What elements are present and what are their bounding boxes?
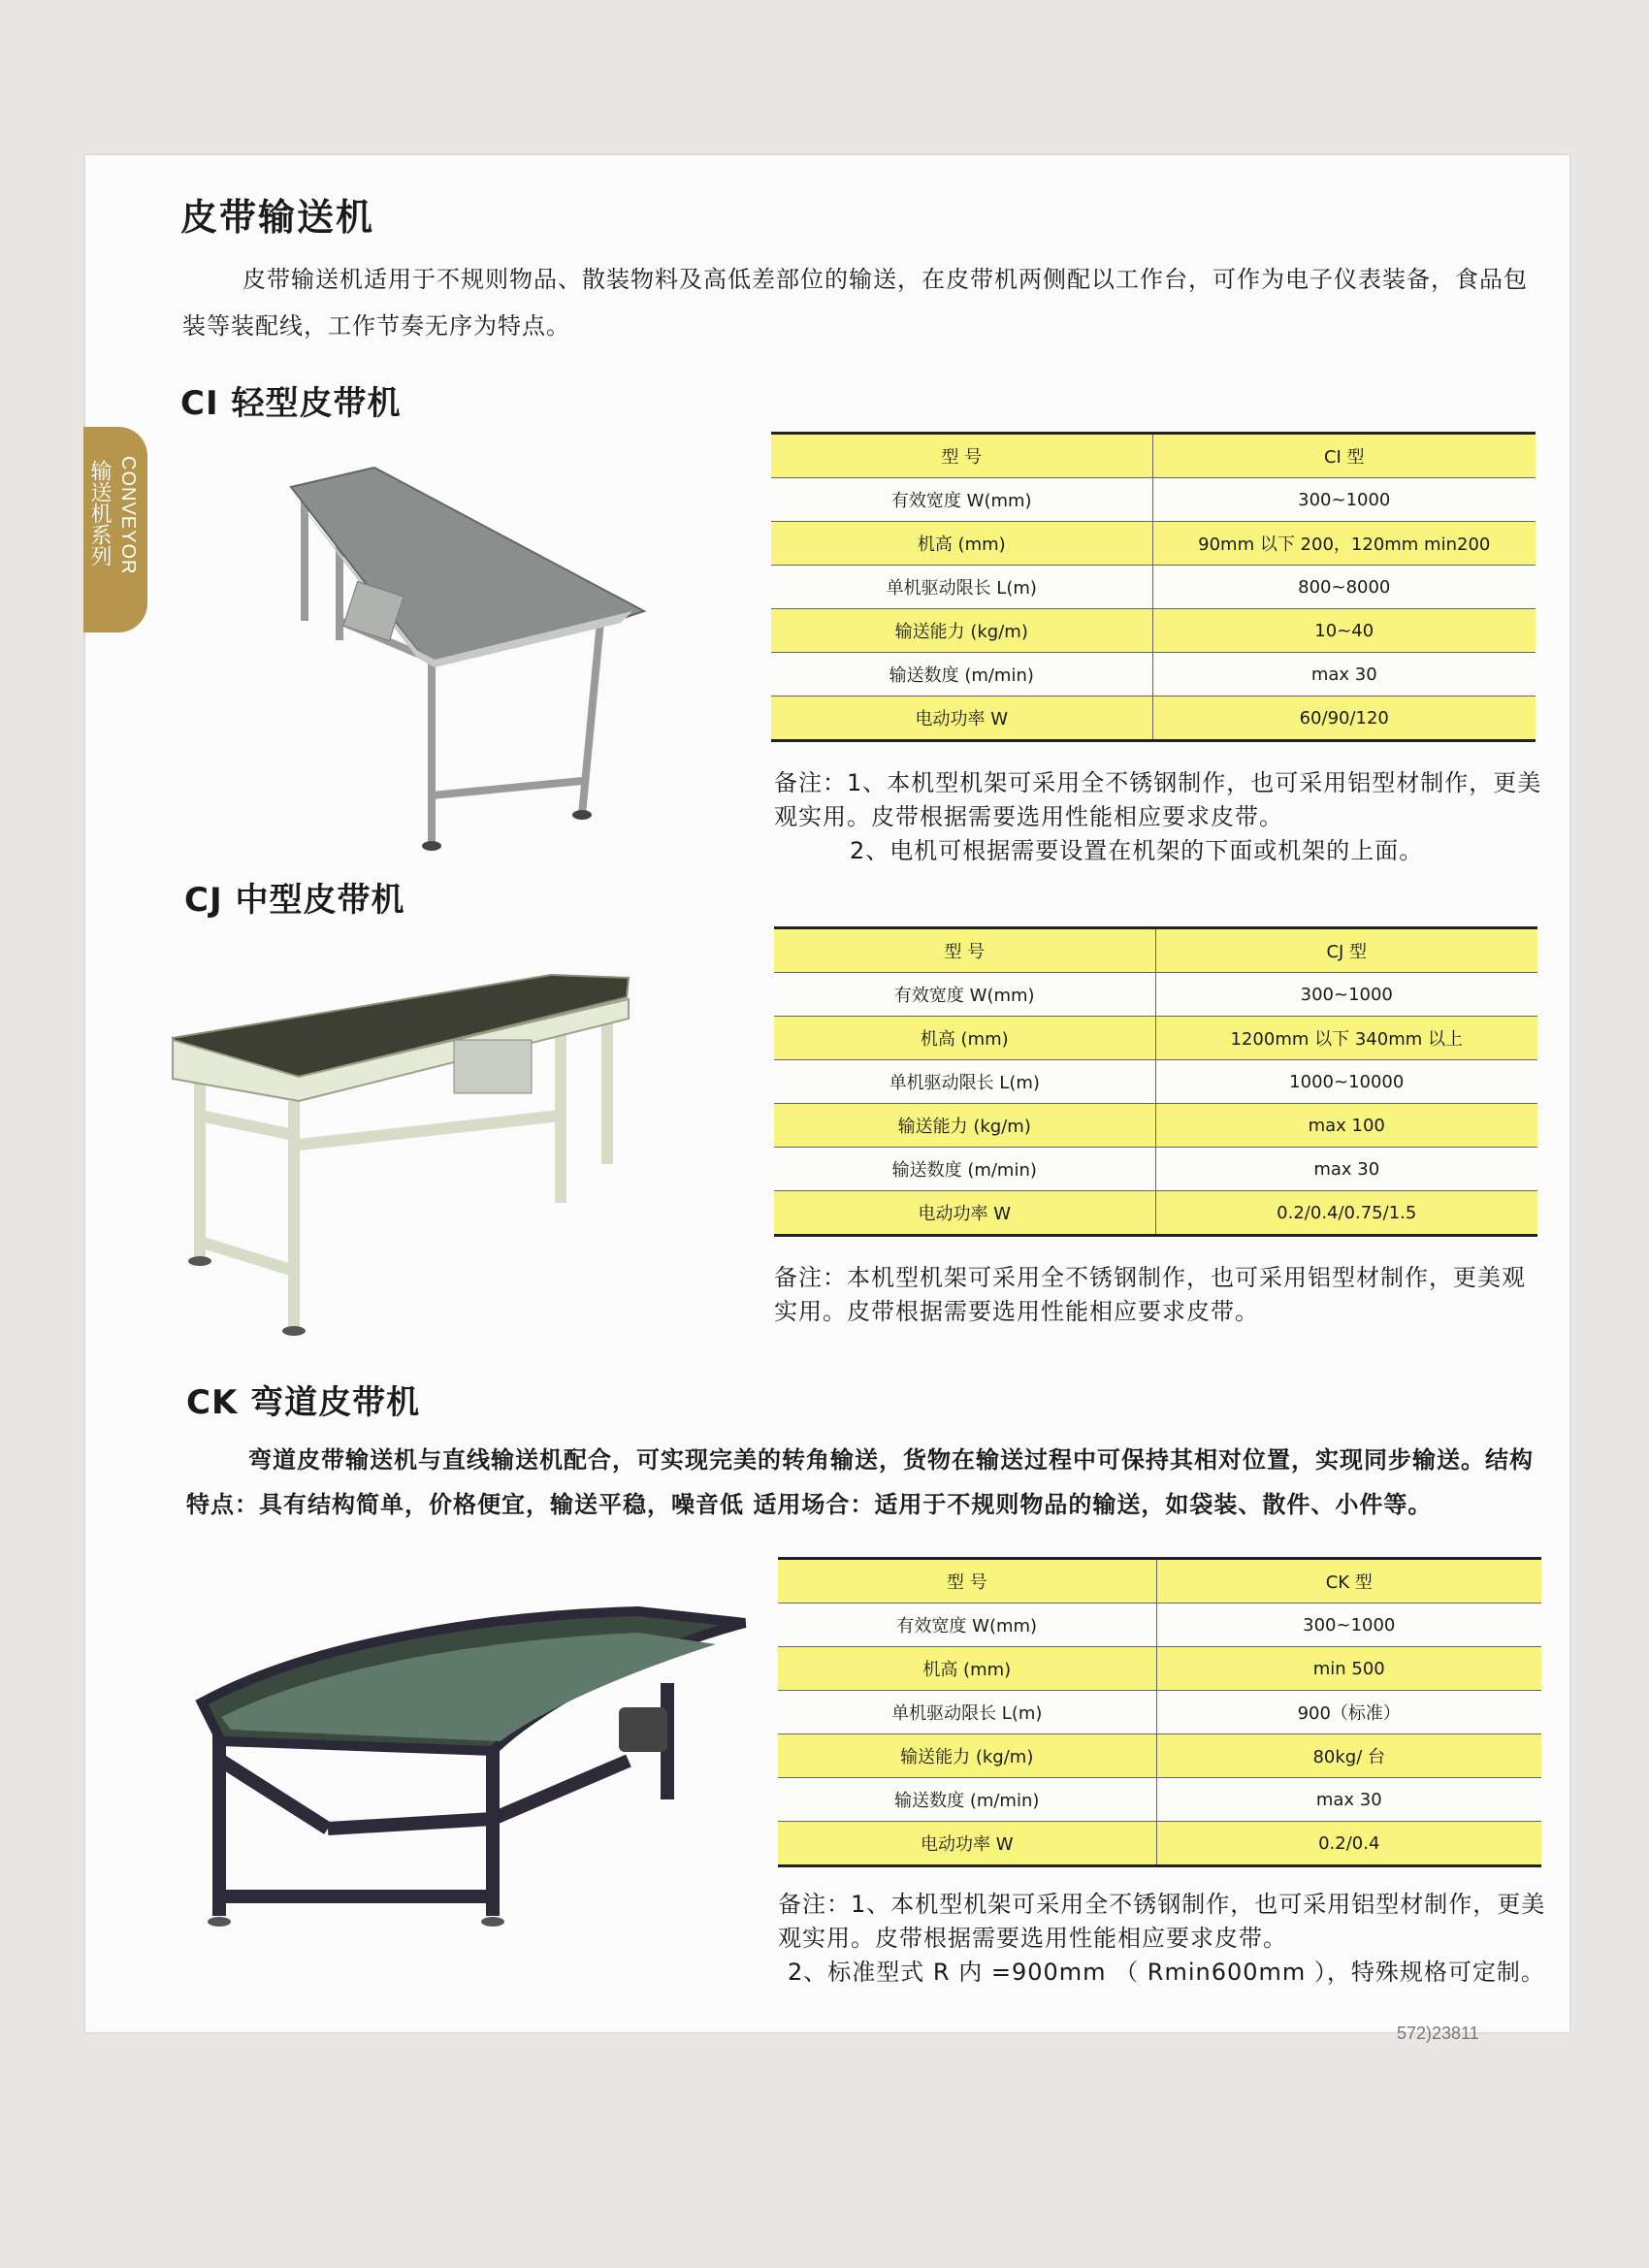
spec-label-cell: 型 号 [771, 434, 1152, 478]
table-row [778, 1734, 1541, 1778]
spec-label-cell: 电动功率 W [774, 1191, 1155, 1236]
spec-label-cell: 输送能力 (kg/m) [771, 609, 1152, 653]
spec-label-cell: 有效宽度 W(mm) [778, 1604, 1156, 1647]
ck-intro-paragraph: 弯道皮带输送机与直线输送机配合，可实现完美的转角输送，货物在输送过程中可保持其相对位置，实现同步输送。结构特点：具有结构简单，价格便宜，输送平稳，噪音低 适用场合：适用于不规则物品的输送，如袋装、散件、小件等。 [186, 1446, 1534, 1518]
table-row [778, 1647, 1541, 1691]
table-row [774, 1017, 1537, 1060]
spec-value-cell: 1200mm 以下 340mm 以上 [1155, 1017, 1537, 1060]
spec-value-cell: CJ 型 [1155, 928, 1537, 973]
spec-value-cell: 0.2/0.4 [1156, 1822, 1541, 1866]
table-row [771, 434, 1536, 478]
spec-value-cell: 300~1000 [1156, 1604, 1541, 1647]
spec-label-cell: 机高 (mm) [774, 1017, 1155, 1060]
intro-paragraph: 皮带输送机适用于不规则物品、散装物料及高低差部位的输送，在皮带机两侧配以工作台，可作为电子仪表装备，食品包装等装配线，工作节奏无序为特点。 [182, 266, 1528, 340]
spec-value-cell: 900（标准） [1156, 1691, 1541, 1734]
spec-value-cell: 300~1000 [1152, 478, 1536, 522]
side-tab-cn: 输送机系列 [87, 460, 112, 567]
ci-note-1: 备注：1、本机型机架可采用全不锈钢制作，也可采用铝型材制作，更美观实用。皮带根据需要选用性能相应要求皮带。 [774, 769, 1542, 830]
spec-value-cell: 0.2/0.4/0.75/1.5 [1155, 1191, 1537, 1236]
page-title: 皮带输送机 [180, 196, 375, 239]
spec-label-cell: 电动功率 W [778, 1822, 1156, 1866]
spec-value-cell: 60/90/120 [1152, 697, 1536, 741]
spec-label-cell: 输送数度 (m/min) [778, 1778, 1156, 1822]
table-row [771, 522, 1536, 566]
spec-label-cell: 机高 (mm) [771, 522, 1152, 566]
ck-conveyor-photo [192, 1605, 755, 1940]
spec-value-cell: min 500 [1156, 1647, 1541, 1691]
table-row [774, 1148, 1537, 1191]
cj-note-1: 备注：本机型机架可采用全不锈钢制作，也可采用铝型材制作，更美观实用。皮带根据需要选用性能相应要求皮带。 [774, 1264, 1526, 1325]
spec-value-cell: max 30 [1152, 653, 1536, 697]
spec-label-cell: 机高 (mm) [778, 1647, 1156, 1691]
cj-notes [774, 1261, 1548, 1329]
spec-label-cell: 输送能力 (kg/m) [774, 1104, 1155, 1148]
ck-note-1: 备注：1、本机型机架可采用全不锈钢制作，也可采用铝型材制作，更美观实用。皮带根据需要选用性能相应要求皮带。 [778, 1891, 1546, 1952]
table-row [778, 1559, 1541, 1604]
spec-value-cell: max 100 [1155, 1104, 1537, 1148]
table-row [774, 973, 1537, 1017]
cj-conveyor-photo [163, 970, 716, 1339]
cj-spec-table [774, 926, 1537, 1237]
table-row [771, 697, 1536, 741]
ck-spec-table [778, 1557, 1541, 1867]
spec-value-cell: CI 型 [1152, 434, 1536, 478]
spec-value-cell: max 30 [1156, 1778, 1541, 1822]
spec-label-cell: 输送能力 (kg/m) [778, 1734, 1156, 1778]
ck-heading: CK 弯道皮带机 [186, 1383, 421, 1422]
table-row [771, 653, 1536, 697]
ci-note-2: 2、电机可根据需要设置在机架的下面或机架的上面。 [850, 837, 1424, 864]
spec-label-cell: 电动功率 W [771, 697, 1152, 741]
table-row [771, 478, 1536, 522]
phone-fragment: 572)23811 [1397, 2024, 1479, 2043]
spec-label-cell: 有效宽度 W(mm) [771, 478, 1152, 522]
cj-heading: CJ 中型皮带机 [184, 881, 405, 920]
spec-value-cell: 90mm 以下 200，120mm min200 [1152, 522, 1536, 566]
table-row [774, 1060, 1537, 1104]
ci-conveyor-photo [272, 456, 679, 863]
table-row [771, 609, 1536, 653]
table-row [778, 1822, 1541, 1866]
table-row [771, 566, 1536, 609]
spec-label-cell: 型 号 [774, 928, 1155, 973]
spec-label-cell: 有效宽度 W(mm) [774, 973, 1155, 1017]
spec-label-cell: 单机驱动限长 L(m) [778, 1691, 1156, 1734]
spec-value-cell: max 30 [1155, 1148, 1537, 1191]
table-row [774, 1191, 1537, 1236]
ci-notes [774, 766, 1550, 868]
spec-value-cell: 300~1000 [1155, 973, 1537, 1017]
ci-heading: CI 轻型皮带机 [180, 384, 402, 423]
spec-value-cell: CK 型 [1156, 1559, 1541, 1604]
table-row [774, 1104, 1537, 1148]
spec-value-cell: 10~40 [1152, 609, 1536, 653]
table-row [778, 1778, 1541, 1822]
table-row [778, 1691, 1541, 1734]
ci-spec-table [771, 432, 1536, 742]
spec-label-cell: 型 号 [778, 1559, 1156, 1604]
spec-value-cell: 800~8000 [1152, 566, 1536, 609]
spec-value-cell: 1000~10000 [1155, 1060, 1537, 1104]
ck-note-2: 2、标准型式 R 内 =900mm （ Rmin600mm ），特殊规格可定制。 [788, 1959, 1545, 1986]
side-tab-en: CONVEYOR [117, 456, 139, 575]
table-row [778, 1604, 1541, 1647]
spec-label-cell: 输送数度 (m/min) [771, 653, 1152, 697]
ck-notes [778, 1888, 1554, 1990]
spec-label-cell: 单机驱动限长 L(m) [774, 1060, 1155, 1104]
spec-label-cell: 输送数度 (m/min) [774, 1148, 1155, 1191]
side-tab [83, 427, 147, 632]
spec-label-cell: 单机驱动限长 L(m) [771, 566, 1152, 609]
spec-value-cell: 80kg/ 台 [1156, 1734, 1541, 1778]
table-row [774, 928, 1537, 973]
